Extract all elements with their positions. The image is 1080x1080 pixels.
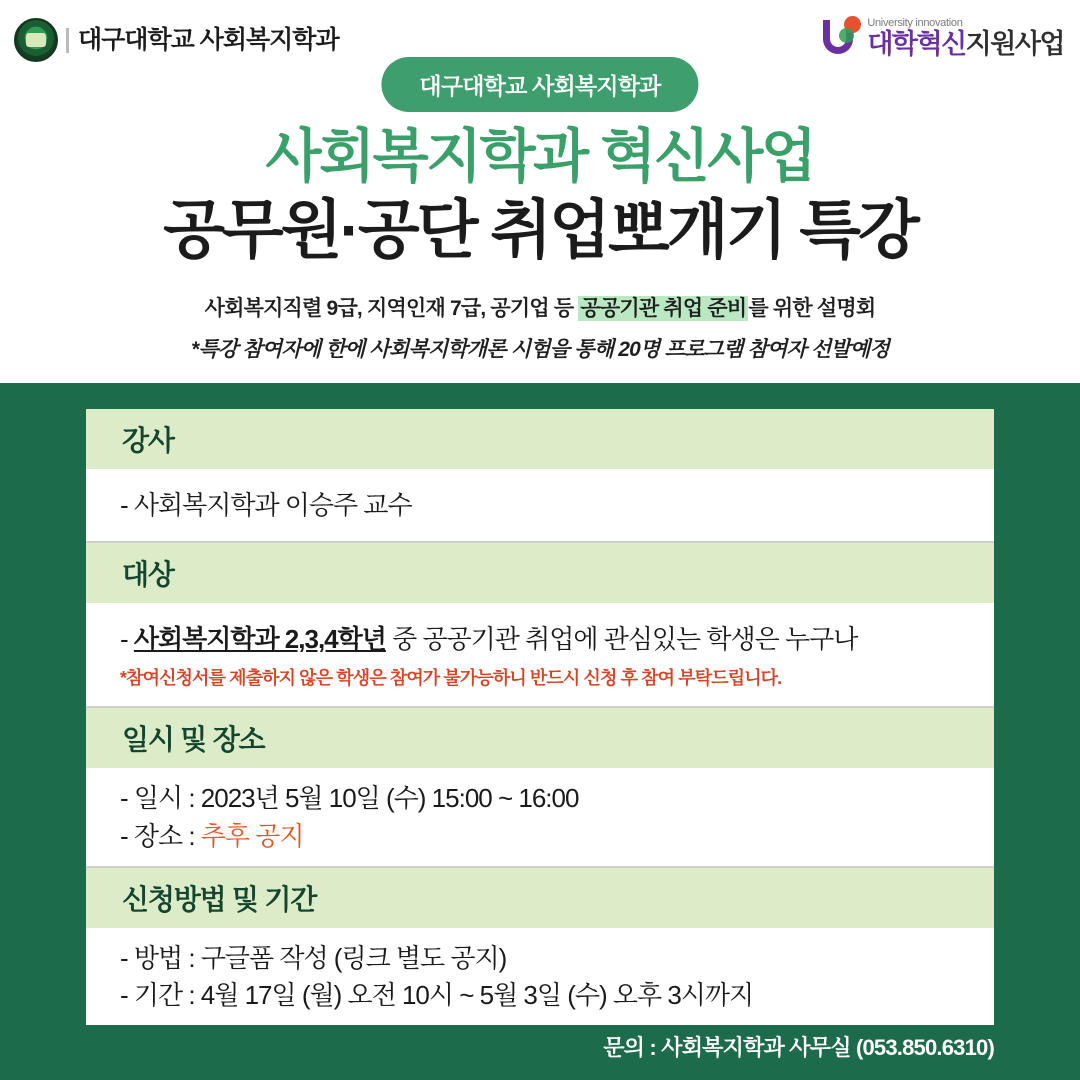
university-name: 대구대학교 사회복지학과	[66, 28, 339, 53]
section-body-audience	[86, 605, 994, 709]
contact-info: 문의 : 사회복지학과 사무실 (053.850.6310)	[603, 1035, 994, 1060]
datetime-line: - 일시 : 2023년 5월 10일 (수) 15:00 ~ 16:00	[120, 783, 579, 814]
university-logo	[14, 18, 339, 62]
section-title-datetime: 일시 및 장소	[86, 708, 994, 770]
department-pill: 대구대학교 사회복지학과	[381, 57, 698, 112]
innovation-mark-icon	[819, 14, 861, 62]
info-card	[86, 409, 994, 1025]
section-body-instructor	[86, 471, 994, 543]
venue-value: 추후 공지	[200, 821, 304, 852]
subtitle-prefix: 사회복지직렬 9급, 지역인재 7급, 공기업 등	[204, 297, 579, 320]
poster-header	[0, 0, 1080, 383]
subtitle	[0, 292, 1080, 322]
audience-line: - 사회복지학과 2,3,4학년 중 공공기관 취업에 관심있는 학생은 누구나	[120, 623, 858, 654]
apply-period-line: - 기간 : 4월 17일 (월) 오전 10시 ~ 5월 3일 (수) 오후 3시까지	[120, 980, 754, 1011]
innovation-logo-main-2: 지원사업	[965, 28, 1064, 59]
apply-method-line: - 방법 : 구글폼 작성 (링크 별도 공지)	[120, 942, 507, 973]
instructor-line: - 사회복지학과 이승주 교수	[120, 490, 412, 520]
university-seal-icon	[14, 18, 58, 62]
innovation-logo-main-1: 대학혁신	[867, 28, 966, 59]
section-title-audience: 대상	[86, 543, 994, 605]
poster-body	[0, 383, 1080, 1080]
audience-underline: 사회복지학과 2,3,4학년	[133, 623, 386, 654]
audience-note: *참여신청서를 제출하지 않은 학생은 참여가 불가능하니 반드시 신청 후 참여 부탁드립니다.	[120, 668, 782, 689]
section-title-instructor: 강사	[86, 409, 994, 471]
section-body-datetime	[86, 770, 994, 867]
subtitle-highlight: 공공기관 취업 준비	[580, 297, 747, 320]
section-title-apply: 신청방법 및 기간	[86, 868, 994, 930]
headline-primary: 사회복지학과 혁신사업	[265, 124, 815, 189]
headline-secondary: 공무원·공단 취업뽀개기 특강	[163, 194, 917, 266]
innovation-program-logo	[819, 14, 1064, 62]
subtitle-note: *특강 참여자에 한에 사회복지학개론 시험을 통해 20명 프로그램 참여자 선발예정	[191, 338, 889, 361]
venue-line: - 장소 : 추후 공지	[120, 821, 304, 852]
innovation-logo-sub: University innovation	[867, 17, 963, 30]
subtitle-suffix: 를 위한 설명회	[748, 297, 876, 320]
section-body-apply	[86, 930, 994, 1025]
